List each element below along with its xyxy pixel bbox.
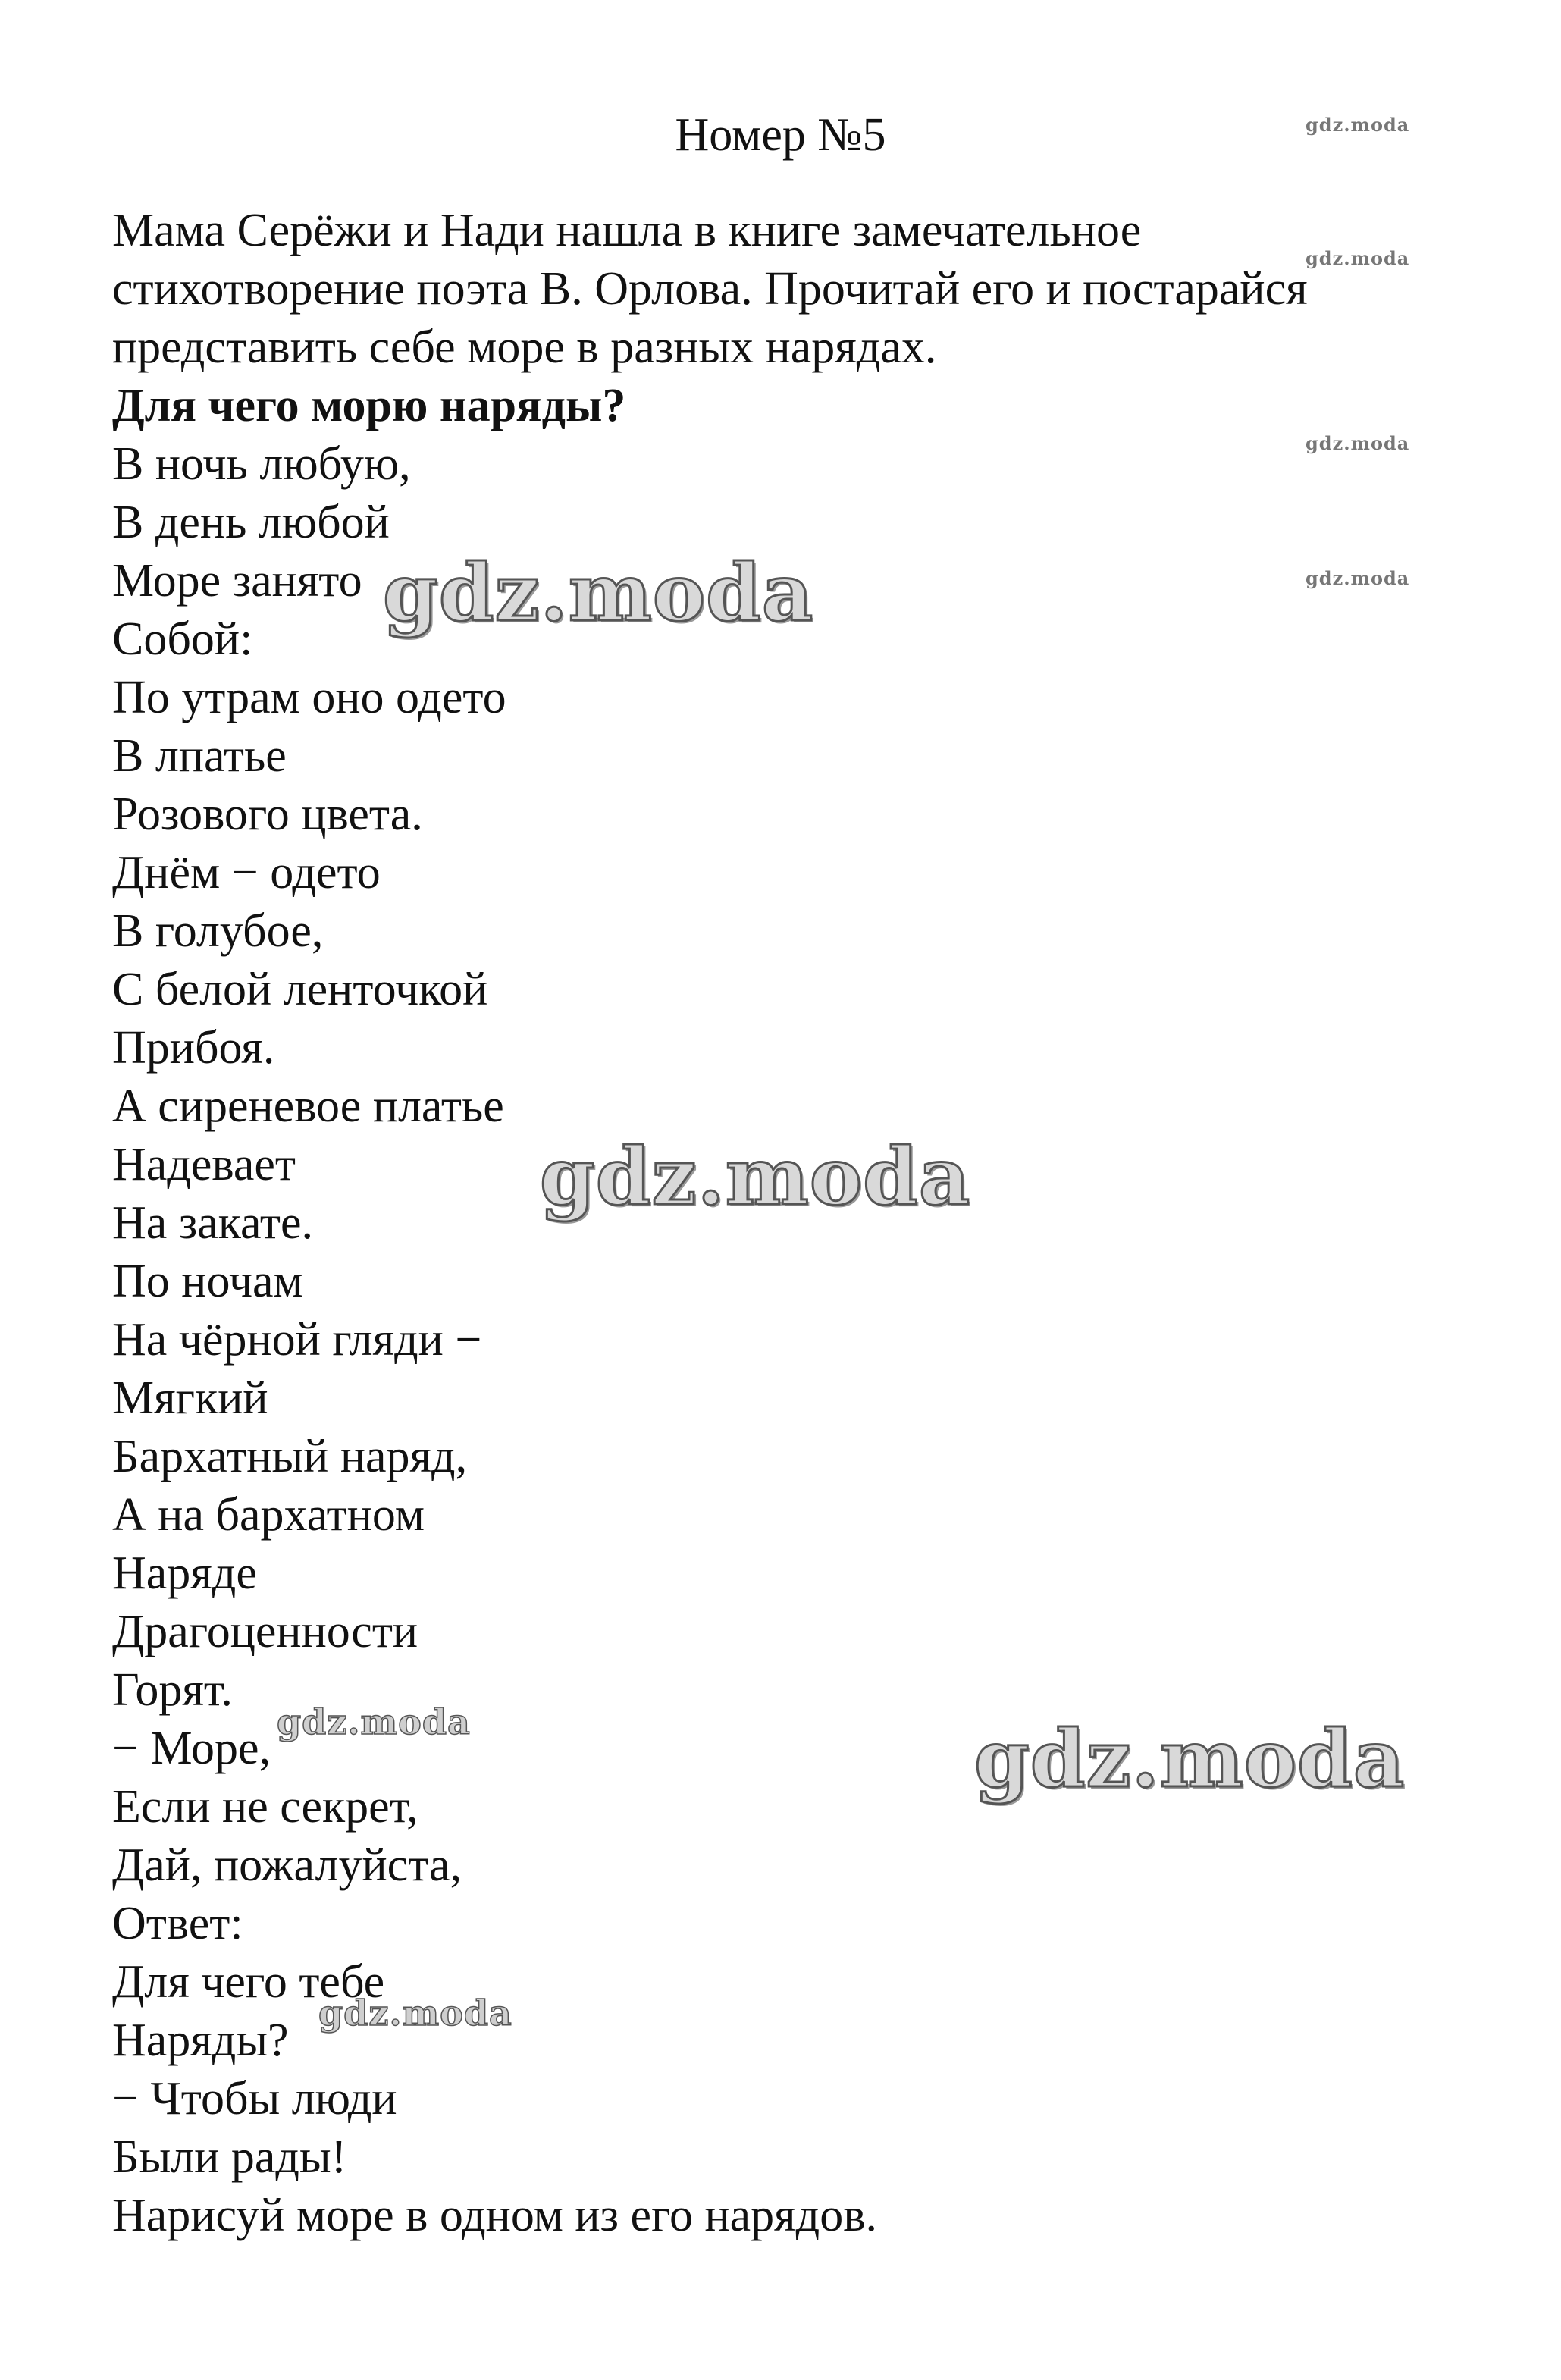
- poem-line: Море занято: [112, 555, 362, 607]
- poem-line: В голубое,: [112, 905, 324, 957]
- poem-line: Надевает: [112, 1139, 296, 1190]
- poem-line: В лпатье: [112, 730, 287, 782]
- poem-line: По ночам: [112, 1256, 303, 1307]
- watermark: gdz.moda: [1306, 114, 1410, 136]
- poem-line: Наряды?: [112, 2015, 289, 2066]
- poem-line: Собой:: [112, 613, 253, 665]
- poem-line: Мягкий: [112, 1372, 268, 1424]
- poem-line: Ответ:: [112, 1898, 243, 1949]
- intro-line: стихотворение поэта В. Орлова. Прочитай его и постарайся: [112, 263, 1308, 315]
- watermark: gdz.moda: [277, 1701, 471, 1742]
- poem-line: Прибоя.: [112, 1022, 275, 1074]
- poem-line: А сиреневое платье: [112, 1080, 504, 1132]
- watermark: gdz.moda: [1306, 247, 1410, 269]
- watermark: gdz.moda: [974, 1712, 1406, 1805]
- poem-line: На закате.: [112, 1197, 314, 1249]
- poem-line: На чёрной гляди −: [112, 1314, 482, 1366]
- poem-line: Дай, пожалуйста,: [112, 1839, 462, 1891]
- poem-line: − Чтобы люди: [112, 2073, 397, 2124]
- poem-line: Драгоценности: [112, 1606, 418, 1657]
- poem-line: Были рады!: [112, 2131, 347, 2183]
- watermark: gdz.moda: [540, 1130, 971, 1223]
- watermark: gdz.moda: [1306, 432, 1410, 454]
- poem-title: Для чего морю наряды?: [112, 380, 626, 431]
- poem-line: В ночь любую,: [112, 438, 411, 490]
- poem-line: Бархатный наряд,: [112, 1431, 468, 1482]
- poem-line: Горят.: [112, 1664, 233, 1716]
- poem-line: − Море,: [112, 1723, 271, 1774]
- task-line: Нарисуй море в одном из его нарядов.: [112, 2190, 877, 2241]
- page-title: Номер №5: [675, 109, 886, 161]
- poem-line: Розового цвета.: [112, 789, 423, 840]
- intro-line: Мама Серёжи и Нади нашла в книге замечательное: [112, 205, 1142, 256]
- document-body: [112, 202, 1477, 2245]
- poem-line: По утрам оно одето: [112, 672, 506, 723]
- poem-line: Если не секрет,: [112, 1781, 418, 1833]
- intro-line: представить себе море в разных нарядах.: [112, 321, 937, 373]
- watermark: gdz.moda: [383, 546, 814, 639]
- watermark: gdz.moda: [318, 1993, 512, 2034]
- poem-line: Для чего тебе: [112, 1956, 385, 2008]
- poem-line: В день любой: [112, 497, 390, 548]
- poem-line: Наряде: [112, 1547, 257, 1599]
- poem-line: С белой ленточкой: [112, 964, 488, 1015]
- poem-line: Днём − одето: [112, 847, 381, 898]
- poem-line: А на бархатном: [112, 1489, 425, 1541]
- watermark: gdz.moda: [1306, 567, 1410, 589]
